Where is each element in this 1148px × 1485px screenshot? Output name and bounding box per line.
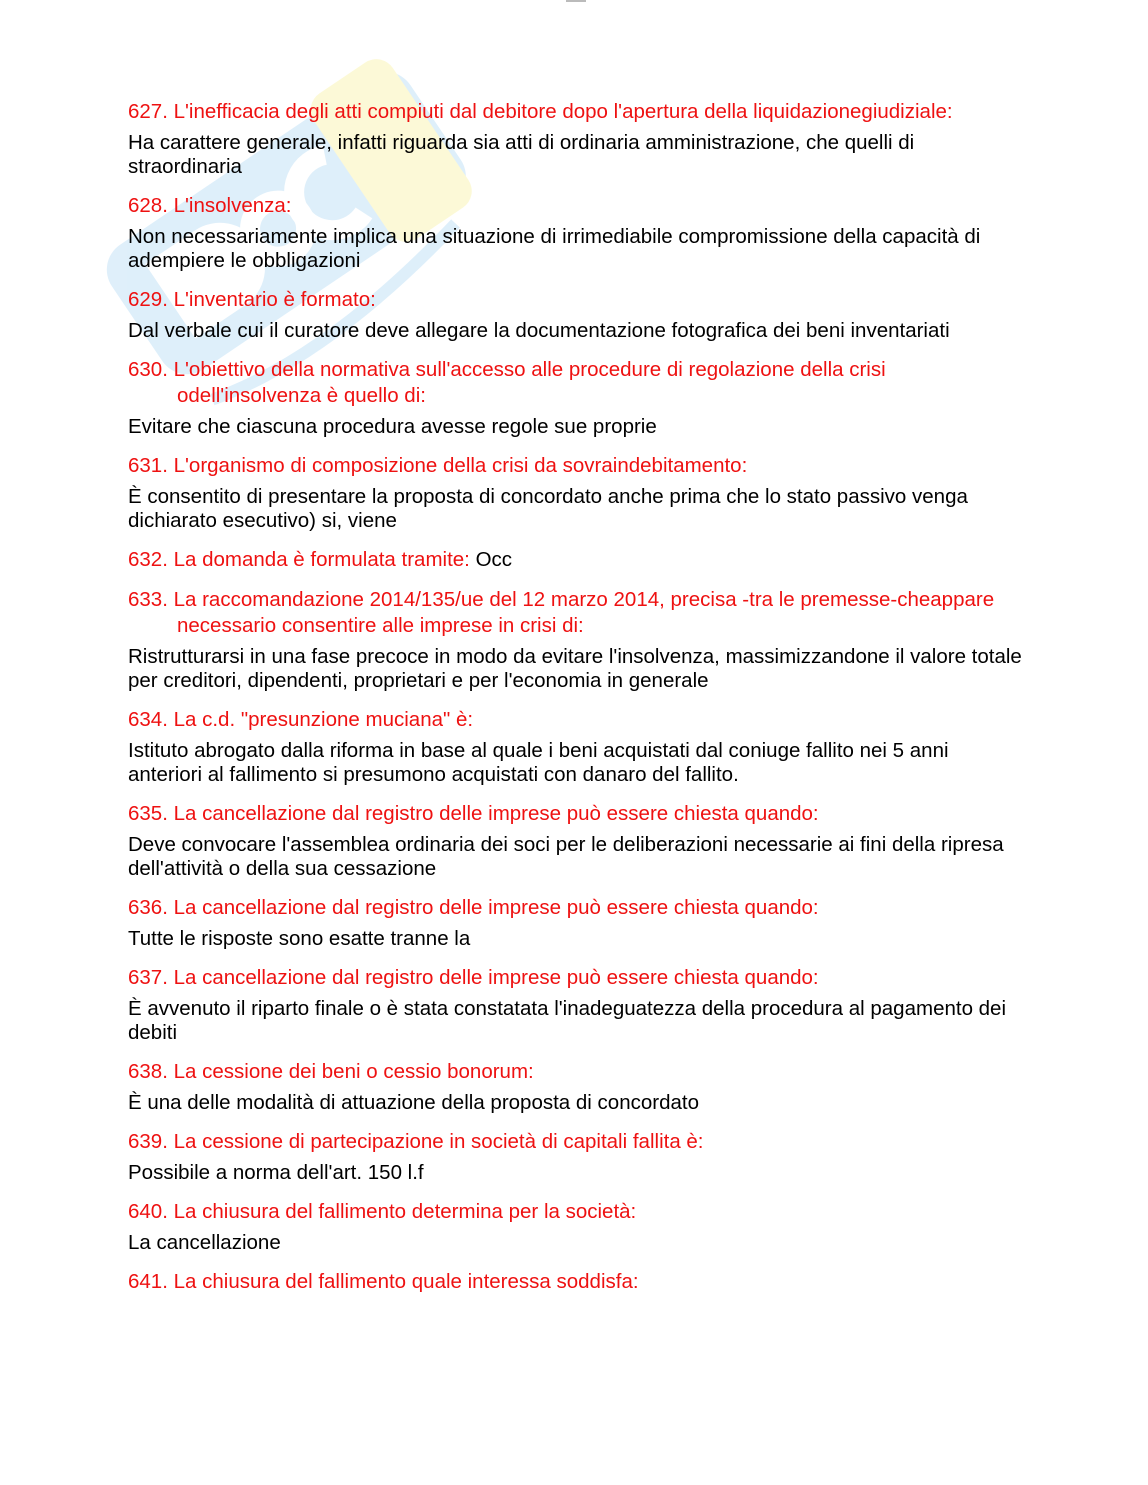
answer-text: Tutte le risposte sono esatte tranne la <box>128 927 471 950</box>
question-label: La raccomandazione 2014/135/ue del 12 marzo 2014, precisa -tra le premesse-cheappare necessario consentire alle imprese in crisi di: <box>173 588 995 637</box>
list-item <box>128 1059 1028 1115</box>
question-number: 628. <box>128 194 168 217</box>
question-number: 633. <box>128 588 168 611</box>
list-item <box>128 1199 1028 1255</box>
question-text <box>128 587 1028 639</box>
question-number: 631. <box>128 454 168 477</box>
question-number: 629. <box>128 288 168 311</box>
answer-text: Ristrutturarsi in una fase precoce in modo da evitare l'insolvenza, massimizzandone il valore totale per creditori, dipendenti, proprietari e per l'economia in generale <box>128 645 1022 692</box>
question-number: 627. <box>128 100 168 123</box>
question-text <box>128 453 1028 479</box>
list-item <box>128 1129 1028 1185</box>
inline-answer-text: Occ <box>475 548 513 571</box>
question-text <box>128 193 1028 219</box>
list-item <box>128 547 1028 573</box>
question-label: L'inventario è formato: <box>173 288 376 311</box>
answer-text: La cancellazione <box>128 1231 281 1254</box>
question-label: L'organismo di composizione della crisi da sovraindebitamento: <box>173 454 748 477</box>
answer-text: Evitare che ciascuna procedura avesse regole sue proprie <box>128 415 657 438</box>
answer-text: Non necessariamente implica una situazione di irrimediabile compromissione della capacità di adempiere le obbligazioni <box>128 225 981 272</box>
list-item <box>128 965 1028 1045</box>
list-item <box>128 287 1028 343</box>
question-number: 637. <box>128 966 168 989</box>
question-label: La chiusura del fallimento quale interessa soddisfa: <box>173 1270 639 1293</box>
question-label: La cessione di partecipazione in società di capitali fallita è: <box>173 1130 704 1153</box>
question-text <box>128 801 1028 827</box>
answer-text: È avvenuto il riparto finale o è stata constatata l'inadeguatezza della procedura al pagamento dei debiti <box>128 997 1007 1044</box>
list-item <box>128 453 1028 533</box>
question-number: 639. <box>128 1130 168 1153</box>
question-number: 632. <box>128 548 168 571</box>
question-label: La cancellazione dal registro delle imprese può essere chiesta quando: <box>173 966 819 989</box>
question-number: 641. <box>128 1270 168 1293</box>
list-item <box>128 707 1028 787</box>
answer-text: Possibile a norma dell'art. 150 l.f <box>128 1161 424 1184</box>
question-number: 638. <box>128 1060 168 1083</box>
answer-text: Ha carattere generale, infatti riguarda sia atti di ordinaria amministrazione, che quelli di straordinaria <box>128 131 915 178</box>
question-label: L'inefficacia degli atti compiuti dal debitore dopo l'apertura della liquidazionegiudiziale: <box>173 100 953 123</box>
question-text <box>128 1269 1028 1295</box>
list-item <box>128 801 1028 881</box>
question-text <box>128 547 1028 573</box>
question-number: 640. <box>128 1200 168 1223</box>
list-item <box>128 99 1028 179</box>
answer-text: Istituto abrogato dalla riforma in base al quale i beni acquistati dal coniuge fallito nei 5 anni anteriori al fallimento si presumono acquistati con danaro del fallito. <box>128 739 949 786</box>
answer-text: Deve convocare l'assemblea ordinaria dei soci per le deliberazioni necessarie ai fini della ripresa dell'attività o della sua cessazione <box>128 833 1004 880</box>
question-text <box>128 1059 1028 1085</box>
answer-text: Dal verbale cui il curatore deve allegare la documentazione fotografica dei beni inventariati <box>128 319 950 342</box>
question-text <box>128 357 1028 409</box>
question-label: L'insolvenza: <box>173 194 292 217</box>
question-number: 636. <box>128 896 168 919</box>
question-label: La cancellazione dal registro delle imprese può essere chiesta quando: <box>173 802 819 825</box>
question-label: La c.d. "presunzione muciana" è: <box>173 708 474 731</box>
question-text <box>128 1199 1028 1225</box>
page-top-mark <box>566 0 586 2</box>
answer-text: È consentito di presentare la proposta di concordato anche prima che lo stato passivo venga dichiarato esecutivo) si, viene <box>128 485 968 532</box>
list-item <box>128 357 1028 439</box>
question-label: La domanda è formulata tramite: <box>173 548 470 571</box>
question-label: La cancellazione dal registro delle imprese può essere chiesta quando: <box>173 896 819 919</box>
question-number: 630. <box>128 358 168 381</box>
question-text <box>128 99 1028 125</box>
question-number: 635. <box>128 802 168 825</box>
question-text <box>128 707 1028 733</box>
list-item <box>128 193 1028 273</box>
question-text <box>128 287 1028 313</box>
answer-text: È una delle modalità di attuazione della proposta di concordato <box>128 1091 699 1114</box>
question-text <box>128 895 1028 921</box>
question-number: 634. <box>128 708 168 731</box>
list-item <box>128 895 1028 951</box>
question-label: L'obiettivo della normativa sull'accesso alle procedure di regolazione della crisi odell'insolvenza è quello di: <box>173 358 886 407</box>
question-text <box>128 1129 1028 1155</box>
list-item <box>128 1269 1028 1295</box>
question-text <box>128 965 1028 991</box>
question-label: La cessione dei beni o cessio bonorum: <box>173 1060 534 1083</box>
question-label: La chiusura del fallimento determina per la società: <box>173 1200 637 1223</box>
question-list <box>128 99 1028 1295</box>
list-item <box>128 587 1028 693</box>
